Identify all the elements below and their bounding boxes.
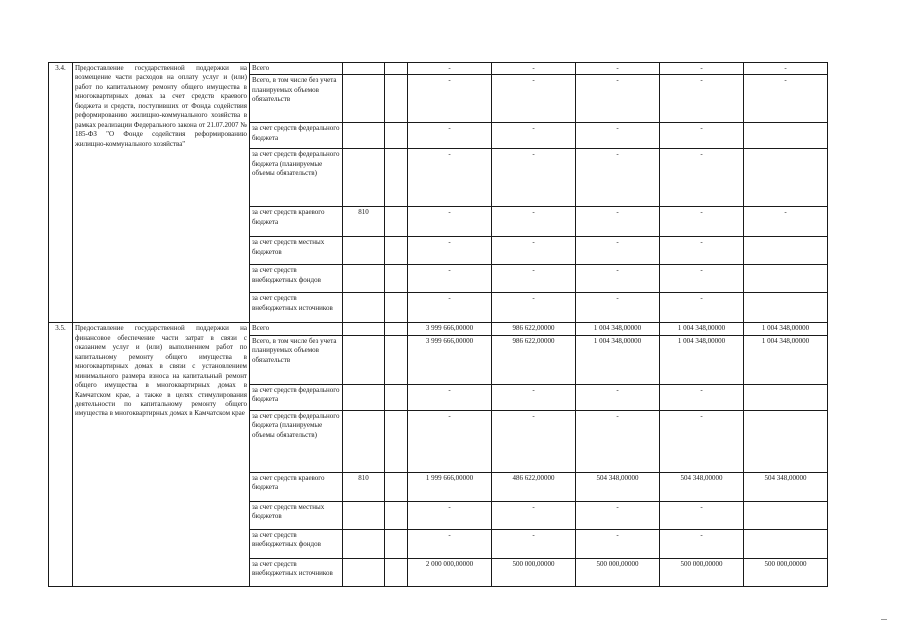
amount-cell: 1 004 348,00000	[576, 323, 660, 335]
budget-table	[48, 62, 828, 587]
blank-cell	[385, 335, 408, 384]
amount-cell: -	[744, 75, 828, 123]
grbs-code	[343, 335, 385, 384]
amount-cell: -	[492, 75, 576, 123]
funding-source-label: за счет средств федерального бюджета (планируемые объемы обязательств)	[250, 149, 343, 207]
blank-cell	[385, 384, 408, 410]
amount-cell: -	[408, 149, 492, 207]
amount-cell: -	[576, 149, 660, 207]
amount-cell: -	[660, 237, 744, 265]
amount-cell: -	[660, 63, 744, 75]
amount-cell: 500 000,00000	[492, 558, 576, 586]
amount-cell: -	[408, 75, 492, 123]
funding-source-label: за счет средств федерального бюджета	[250, 123, 343, 149]
blank-cell	[385, 149, 408, 207]
amount-cell	[744, 237, 828, 265]
table-row	[49, 63, 828, 75]
amount-cell: -	[660, 123, 744, 149]
amount-cell: -	[660, 293, 744, 323]
grbs-code: 810	[343, 207, 385, 237]
funding-source-label: за счет средств краевого бюджета	[250, 207, 343, 237]
grbs-code	[343, 149, 385, 207]
row-index: 3.5.	[49, 323, 73, 586]
amount-cell: -	[408, 265, 492, 293]
amount-cell: -	[408, 384, 492, 410]
amount-cell: -	[576, 237, 660, 265]
amount-cell	[744, 410, 828, 472]
amount-cell: -	[660, 501, 744, 529]
amount-cell: -	[660, 529, 744, 558]
amount-cell: 486 622,00000	[492, 472, 576, 501]
blank-cell	[385, 237, 408, 265]
amount-cell: -	[492, 529, 576, 558]
table-row	[49, 323, 828, 335]
amount-cell: 2 000 000,00000	[408, 558, 492, 586]
funding-source-label: Всего	[250, 323, 343, 335]
amount-cell	[744, 265, 828, 293]
amount-cell: -	[492, 265, 576, 293]
amount-cell: -	[492, 501, 576, 529]
grbs-code	[343, 265, 385, 293]
amount-cell: -	[660, 75, 744, 123]
amount-cell: -	[492, 237, 576, 265]
blank-cell	[385, 207, 408, 237]
amount-cell: -	[492, 293, 576, 323]
funding-source-label: за счет средств внебюджетных фондов	[250, 265, 343, 293]
funding-source-label: за счет средств внебюджетных источников	[250, 558, 343, 586]
amount-cell	[744, 384, 828, 410]
grbs-code	[343, 75, 385, 123]
amount-cell	[744, 529, 828, 558]
amount-cell: -	[408, 529, 492, 558]
blank-cell	[385, 410, 408, 472]
funding-source-label: за счет средств краевого бюджета	[250, 472, 343, 501]
grbs-code	[343, 384, 385, 410]
amount-cell: -	[492, 384, 576, 410]
grbs-code	[343, 529, 385, 558]
amount-cell: -	[576, 529, 660, 558]
amount-cell: 3 999 666,00000	[408, 323, 492, 335]
grbs-code	[343, 63, 385, 75]
amount-cell	[744, 123, 828, 149]
funding-source-label: Всего, в том числе без учета планируемых объемов обязательств	[250, 335, 343, 384]
scan-mark	[881, 619, 887, 620]
grbs-code	[343, 293, 385, 323]
row-index: 3.4.	[49, 63, 73, 323]
grbs-code	[343, 237, 385, 265]
amount-cell: 1 004 348,00000	[744, 323, 828, 335]
amount-cell: -	[576, 265, 660, 293]
amount-cell: -	[408, 207, 492, 237]
amount-cell: -	[576, 75, 660, 123]
blank-cell	[385, 63, 408, 75]
grbs-code	[343, 410, 385, 472]
funding-source-label: Всего	[250, 63, 343, 75]
grbs-code	[343, 323, 385, 335]
grbs-code	[343, 558, 385, 586]
amount-cell: -	[492, 410, 576, 472]
blank-cell	[385, 323, 408, 335]
amount-cell: -	[660, 149, 744, 207]
amount-cell: 500 000,00000	[744, 558, 828, 586]
blank-cell	[385, 472, 408, 501]
amount-cell: -	[576, 293, 660, 323]
amount-cell: -	[408, 123, 492, 149]
amount-cell	[744, 501, 828, 529]
amount-cell: -	[408, 410, 492, 472]
amount-cell: -	[576, 501, 660, 529]
amount-cell: -	[492, 123, 576, 149]
amount-cell: -	[576, 63, 660, 75]
blank-cell	[385, 558, 408, 586]
grbs-code: 810	[343, 472, 385, 501]
amount-cell: 500 000,00000	[660, 558, 744, 586]
funding-source-label: за счет средств внебюджетных источников	[250, 293, 343, 323]
amount-cell: 1 004 348,00000	[660, 323, 744, 335]
amount-cell: 1 999 666,00000	[408, 472, 492, 501]
amount-cell: -	[744, 207, 828, 237]
row-measure-name: Предоставление государственной поддержки на финансовое обеспечение части затрат в связи с оказанием услуг и (или) выполнением работ по капитальному ремонту общего имущества в многоквартирных домах в связи с установлением минимального размера взноса на капитальный ремонт общего имущества в многоквартирных домах в Камчатском крае, а также в целях стимулирования деятельности по капитальному ремонту общего имущества в многоквартирных домах в Камчатском крае	[73, 323, 250, 586]
blank-cell	[385, 123, 408, 149]
amount-cell: -	[744, 63, 828, 75]
amount-cell: 500 000,00000	[576, 558, 660, 586]
amount-cell: -	[576, 384, 660, 410]
amount-cell: -	[660, 384, 744, 410]
amount-cell: 3 999 666,00000	[408, 335, 492, 384]
funding-source-label: Всего, в том числе без учета планируемых объемов обязательств	[250, 75, 343, 123]
blank-cell	[385, 529, 408, 558]
amount-cell: 1 004 348,00000	[660, 335, 744, 384]
blank-cell	[385, 75, 408, 123]
row-measure-name: Предоставление государственной поддержки на возмещение части расходов на оплату услуг и (или) работ по капитальному ремонту общего имущества в многоквартирных домах за счет средств краевого бюджета и средств, поступивших от Фонда содействия реформированию жилищно-коммунального хозяйства в рамках реализации Федерального закона от 21.07.2007 № 185-ФЗ "О Фонде содействия реформированию жилищно-коммунального хозяйства"	[73, 63, 250, 323]
amount-cell: -	[492, 63, 576, 75]
amount-cell: 504 348,00000	[576, 472, 660, 501]
amount-cell: -	[492, 207, 576, 237]
amount-cell: 1 004 348,00000	[744, 335, 828, 384]
amount-cell	[744, 149, 828, 207]
amount-cell: -	[576, 207, 660, 237]
amount-cell: -	[660, 207, 744, 237]
amount-cell: -	[408, 293, 492, 323]
funding-source-label: за счет средств внебюджетных фондов	[250, 529, 343, 558]
amount-cell: 1 004 348,00000	[576, 335, 660, 384]
blank-cell	[385, 265, 408, 293]
amount-cell: 986 622,00000	[492, 323, 576, 335]
blank-cell	[385, 293, 408, 323]
amount-cell: -	[408, 237, 492, 265]
amount-cell: -	[492, 149, 576, 207]
funding-source-label: за счет средств местных бюджетов	[250, 501, 343, 529]
amount-cell	[744, 293, 828, 323]
grbs-code	[343, 501, 385, 529]
amount-cell: 504 348,00000	[744, 472, 828, 501]
amount-cell: 986 622,00000	[492, 335, 576, 384]
amount-cell: 504 348,00000	[660, 472, 744, 501]
amount-cell: -	[408, 63, 492, 75]
grbs-code	[343, 123, 385, 149]
funding-source-label: за счет средств местных бюджетов	[250, 237, 343, 265]
budget-table-body	[49, 63, 828, 587]
amount-cell: -	[660, 410, 744, 472]
funding-source-label: за счет средств федерального бюджета (планируемые объемы обязательств)	[250, 410, 343, 472]
amount-cell: -	[576, 410, 660, 472]
amount-cell: -	[576, 123, 660, 149]
amount-cell: -	[408, 501, 492, 529]
amount-cell: -	[660, 265, 744, 293]
blank-cell	[385, 501, 408, 529]
funding-source-label: за счет средств федерального бюджета	[250, 384, 343, 410]
